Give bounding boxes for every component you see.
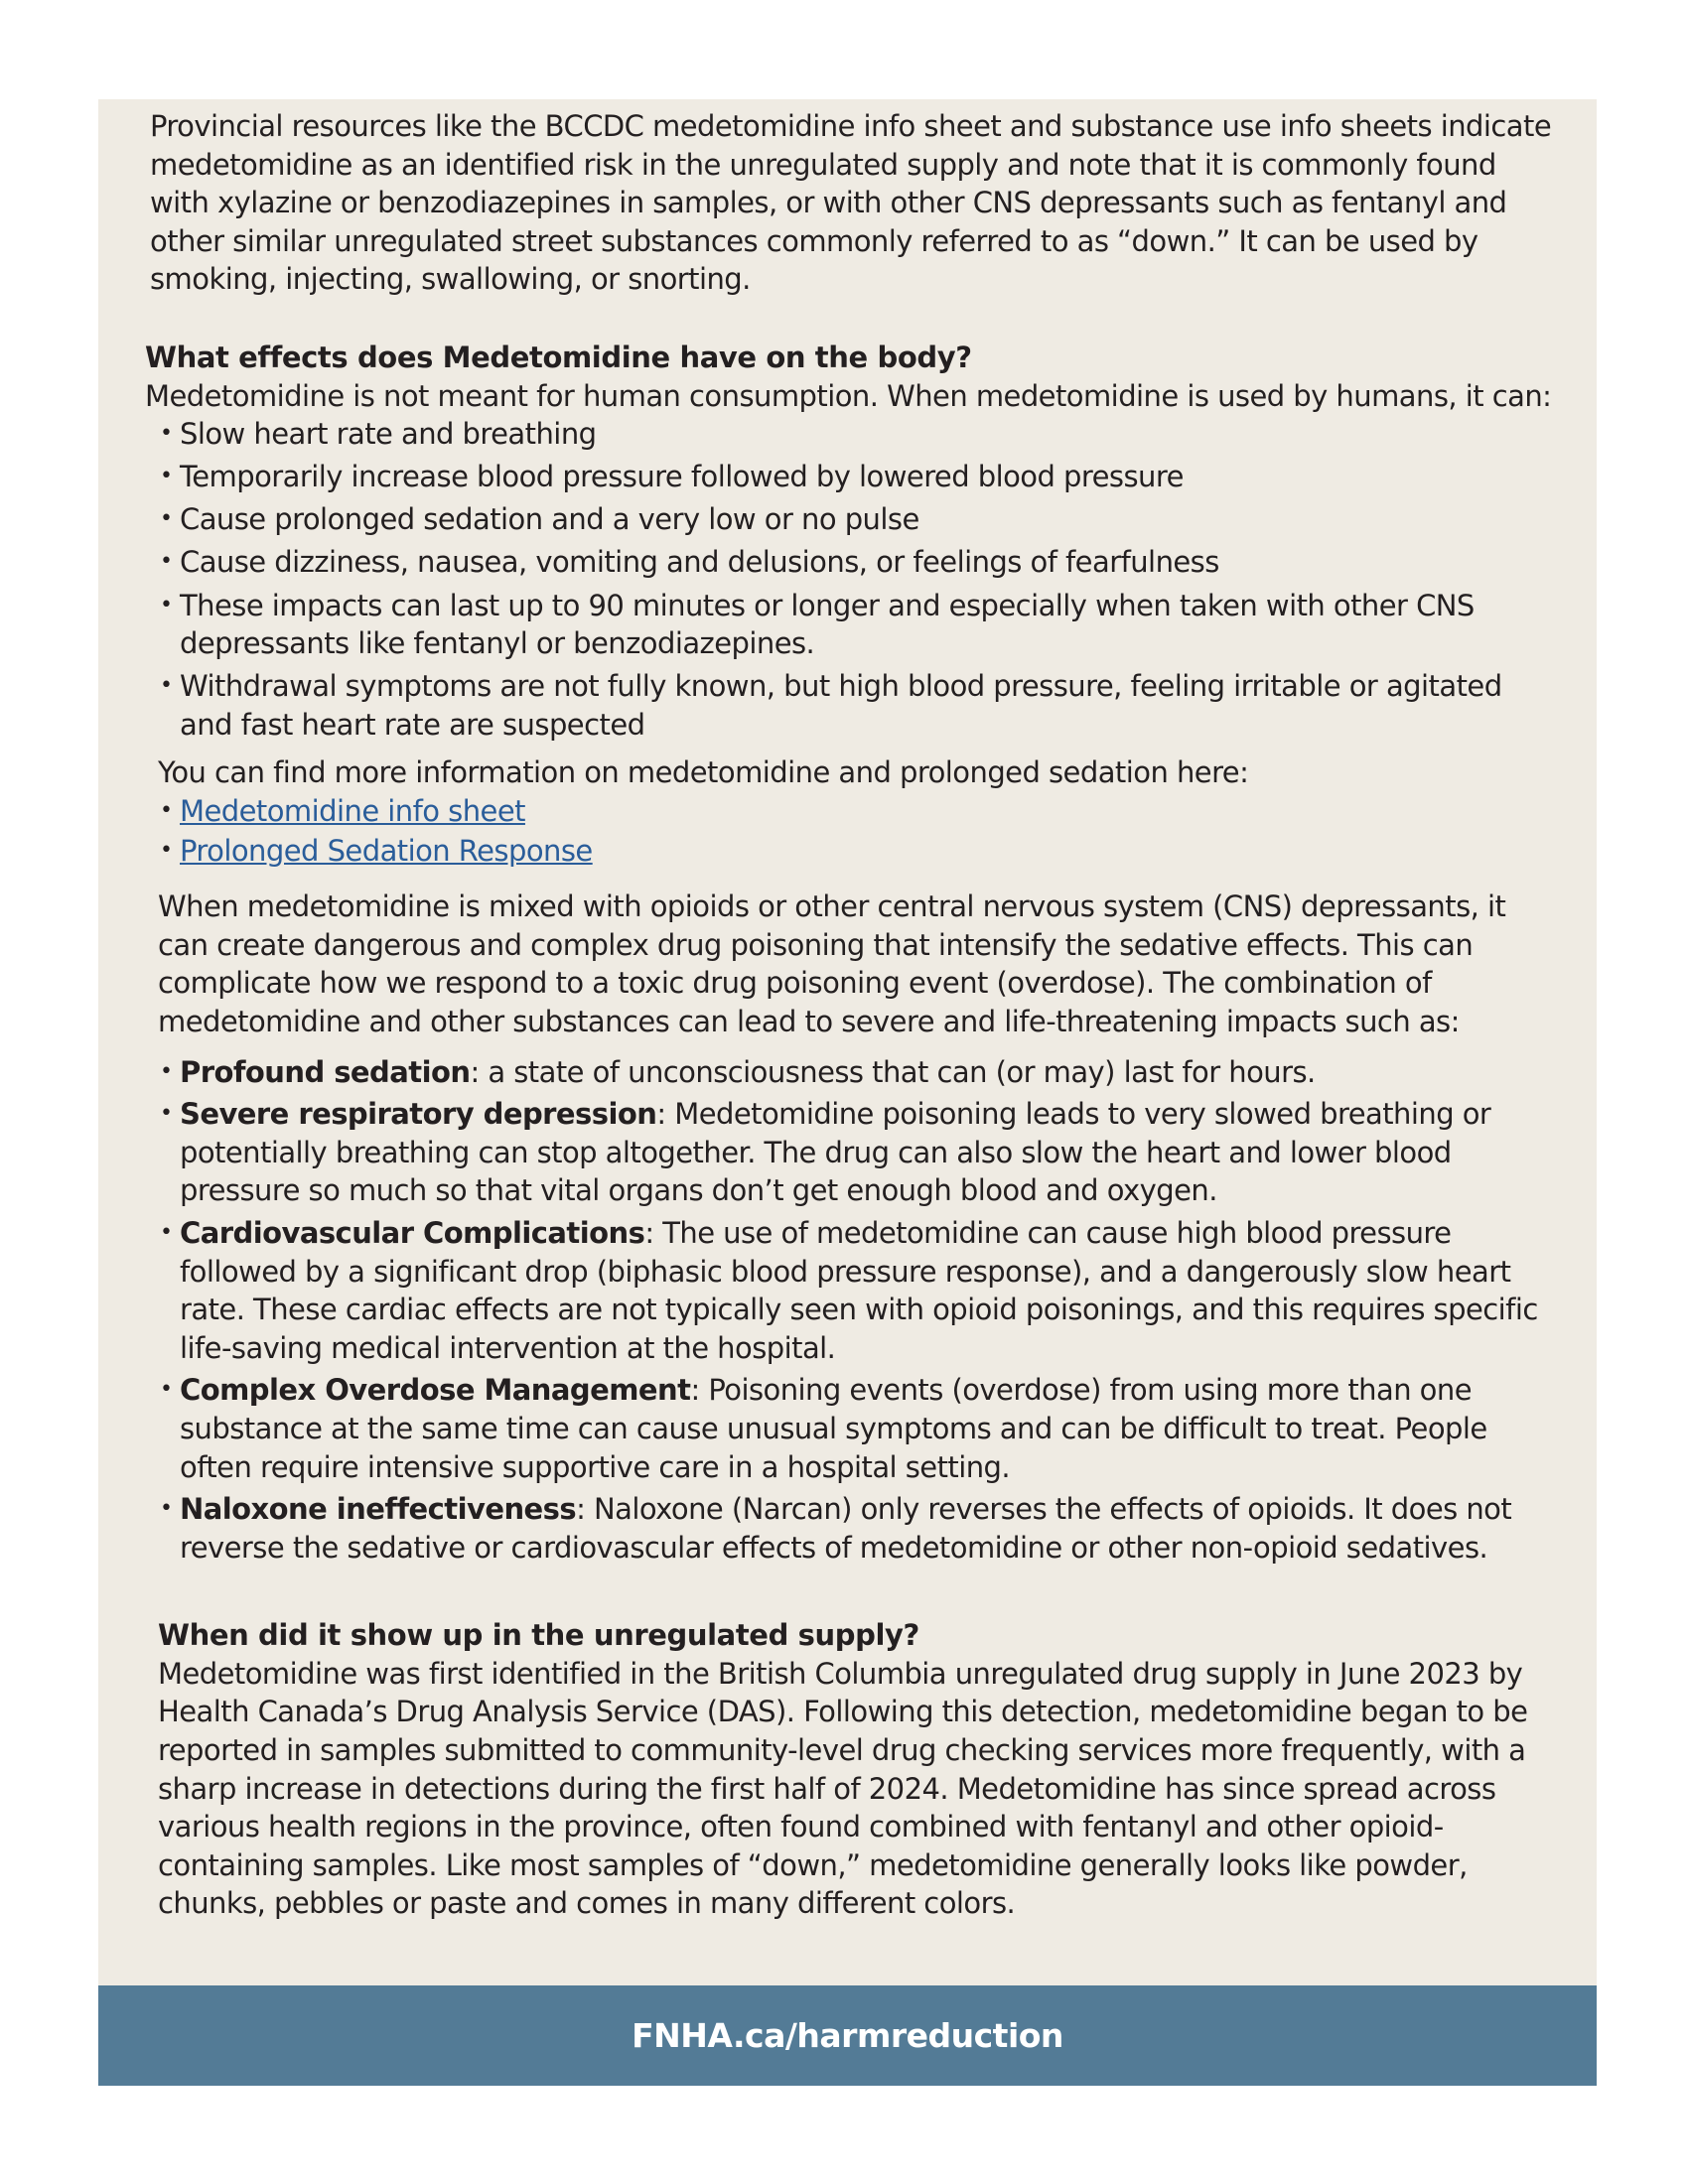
impact-description: : Naloxone (Narcan) only reverses the effects of opioids. It does not reverse the sedative or cardiovascular effects of medetomidine or other non-opioid sedatives. xyxy=(180,1492,1512,1565)
list-item: • Cause prolonged sedation and a very low or no pulse xyxy=(149,500,1555,539)
effects-heading: What effects does Medetomidine have on the body? xyxy=(145,340,972,374)
list-item xyxy=(149,1371,1555,1486)
impact-description: : The use of medetomidine can cause high blood pressure followed by a significant drop (biphasic blood pressure response), and a dangerously slow heart rate. These cardiac effects are not typically seen with opioid poisonings, and this requires specific life-saving medical intervention at the hospital. xyxy=(180,1215,1538,1365)
prolonged-sedation-response-link[interactable]: Prolonged Sedation Response xyxy=(180,833,593,868)
more-info-text: You can find more information on medetomidine and prolonged sedation here: xyxy=(158,755,1249,790)
impact-description: : Medetomidine poisoning leads to very slowed breathing or potentially breathing can stop altogether. The drug can also slow the heart and lower blood pressure so much so that vital organs don’t get enough blood and oxygen. xyxy=(180,1097,1491,1208)
list-item: • Slow heart rate and breathing xyxy=(149,415,1555,454)
footer-banner xyxy=(98,1985,1597,2086)
impact-term: Cardiovascular Complications xyxy=(180,1215,645,1250)
supply-paragraph: Medetomidine was first identified in the British Columbia unregulated drug supply in June 2023 by Health Canada’s Drug Analysis Service (DAS). Following this detection, medetomidine began to be reported in samples submitted to community-level drug checking services more frequently, with a sharp increase in detections during the first half of 2024. Medetomidine has since spread across various health regions in the province, often found combined with fentanyl and other opioid-containing samples. Like most samples of “down,” medetomidine generally looks like powder, chunks, pebbles or paste and comes in many different colors. xyxy=(158,1656,1528,1921)
document-body xyxy=(145,107,1555,1923)
list-item: • Temporarily increase blood pressure followed by lowered blood pressure xyxy=(149,458,1555,496)
supply-heading: When did it show up in the unregulated supply? xyxy=(158,1618,919,1653)
list-item xyxy=(149,792,1555,831)
impact-description: : Poisoning events (overdose) from using more than one substance at the same time can cause unusual symptoms and can be difficult to treat. People often require intensive supportive care in a hospital setting. xyxy=(180,1373,1487,1484)
list-item xyxy=(149,832,1555,871)
list-item xyxy=(149,1490,1555,1567)
resource-links xyxy=(145,792,1555,870)
impact-term: Naloxone ineffectiveness xyxy=(180,1492,577,1527)
list-item: • Cause dizziness, nausea, vomiting and delusions, or feelings of fearfulness xyxy=(149,543,1555,582)
medetomidine-info-sheet-link[interactable]: Medetomidine info sheet xyxy=(180,794,525,828)
impact-term: Profound sedation xyxy=(180,1054,471,1089)
impacts-list xyxy=(145,1053,1555,1568)
list-item: • Withdrawal symptoms are not fully known, but high blood pressure, feeling irritable or agitated and fast heart rate are suspected xyxy=(149,667,1555,744)
list-item xyxy=(149,1095,1555,1210)
list-item xyxy=(149,1214,1555,1367)
mixed-substances-paragraph: When medetomidine is mixed with opioids or other central nervous system (CNS) depressants, it can create dangerous and complex drug poisoning that intensify the sedative effects. This can complicate how we respond to a toxic drug poisoning event (overdose). The combination of medetomidine and other substances can lead to severe and life-threatening impacts such as: xyxy=(158,889,1506,1038)
fnha-harm-reduction-link[interactable]: FNHA.ca/harmreduction xyxy=(632,2016,1063,2055)
list-item xyxy=(149,1053,1555,1092)
intro-paragraph: Provincial resources like the BCCDC medetomidine info sheet and substance use info sheets indicate medetomidine as an identified risk in the unregulated supply and note that it is commonly found with xylazine or benzodiazepines in samples, or with other CNS depressants such as fentanyl and other similar unregulated street substances commonly referred to as “down.” It can be used by smoking, injecting, swallowing, or snorting. xyxy=(150,109,1552,297)
list-item: • These impacts can last up to 90 minutes or longer and especially when taken with other CNS depressants like fentanyl or benzodiazepines. xyxy=(149,587,1555,663)
effects-lead: Medetomidine is not meant for human consumption. When medetomidine is used by humans, it can: xyxy=(145,378,1552,413)
impact-term: Severe respiratory depression xyxy=(180,1097,657,1132)
impact-description: : a state of unconsciousness that can (or may) last for hours. xyxy=(470,1054,1316,1089)
impact-term: Complex Overdose Management xyxy=(180,1373,691,1408)
effects-list xyxy=(145,415,1555,744)
